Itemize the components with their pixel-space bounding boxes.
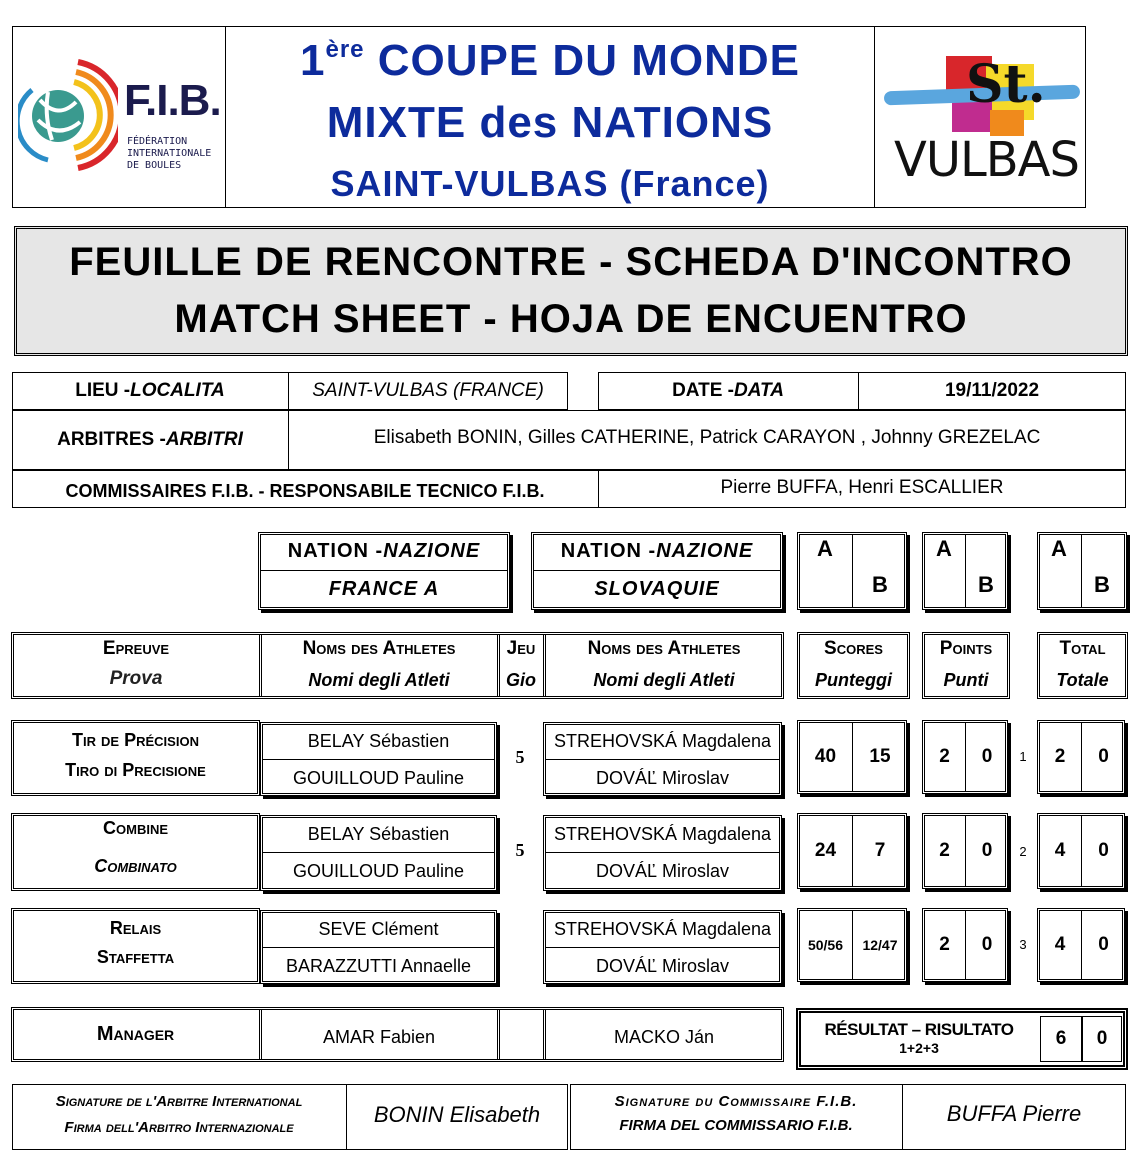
result-b: 0: [1096, 1028, 1108, 1049]
nation-a-label-fr: NATION -: [287, 539, 384, 562]
row1-scores-divider: [852, 722, 853, 792]
row3-athlete-b2: DOVÁĽ Miroslav: [595, 956, 730, 976]
manager-a: AMAR Fabien: [322, 1026, 436, 1047]
signature-commissaire-name: BUFFA Pierre: [946, 1101, 1082, 1126]
row2-total-divider: [1081, 815, 1082, 887]
row2-athlete-a2: GOUILLOUD Pauline: [292, 861, 465, 881]
date-value: 19/11/2022: [944, 380, 1040, 401]
signature-arbitre-label-fr: Signature de l'Arbitre International: [55, 1093, 303, 1110]
row2-total-a: 4: [1054, 840, 1066, 861]
arbitres-value: Elisabeth BONIN, Gilles CATHERINE, Patrick CARAYON , Johnny GREZELAC: [373, 427, 1041, 448]
ab-total-b: B: [1094, 572, 1110, 597]
row3-event-it: Staffetta: [96, 947, 175, 967]
manager-divider-2: [497, 1009, 500, 1060]
result-formula: 1+2+3: [899, 1040, 939, 1056]
row3-team-a-divider: [262, 947, 495, 948]
ab-points-b: B: [978, 572, 994, 597]
nation-b-label: [531, 534, 783, 568]
row2-athlete-a1: BELAY Sébastien: [307, 824, 450, 844]
row1-score-a: 40: [814, 746, 837, 767]
row1-athlete-a1: BELAY Sébastien: [307, 731, 450, 751]
row2-athlete-b2: DOVÁĽ Miroslav: [595, 861, 730, 881]
row1-number: 1: [1019, 748, 1027, 764]
signature-commissaire-label-fr: Signature du Commissaire F.I.B.: [614, 1093, 858, 1110]
col-punti: Punti: [943, 670, 989, 690]
col-total: Total: [1059, 638, 1106, 659]
row1-points-b: 0: [981, 746, 993, 767]
row2-event-fr: Combine: [103, 818, 168, 838]
fib-logo-name: F.I.B.: [124, 76, 221, 125]
ab-points-a: A: [936, 536, 952, 561]
logo-bottom-text: VULBAS: [894, 132, 1079, 188]
result-label: RÉSULTAT – RISULTATO: [824, 1020, 1014, 1039]
lieu-label-it: LOCALITA: [130, 380, 225, 401]
row1-score-b: 15: [869, 746, 891, 767]
row3-scores-divider: [852, 910, 853, 980]
nation-a-label-it: NAZIONE: [383, 539, 481, 562]
st-vulbas-logo: [882, 50, 1082, 190]
row3-points-divider: [965, 910, 966, 980]
row3-number: 3: [1019, 936, 1027, 952]
row2-total-b: 0: [1098, 840, 1109, 861]
lieu-label-fr: LIEU -: [75, 380, 131, 401]
col-totale: Totale: [1056, 670, 1109, 690]
ab-total-a: A: [1051, 536, 1067, 561]
ab-divider-total: [1081, 534, 1082, 608]
row2-athlete-b1: STREHOVSKÁ Magdalena: [553, 824, 772, 844]
nation-a-label: [258, 534, 510, 568]
manager-b: MACKO Ján: [613, 1026, 715, 1047]
nation-b-team: SLOVAQUIE: [594, 577, 720, 600]
signature-arbitre-label-it: Firma dell'Arbitro Internazionale: [64, 1119, 294, 1136]
event-title-line3: SAINT-VULBAS (France): [330, 163, 770, 204]
title-superscript: ère: [325, 36, 365, 63]
col-punteggi: Punteggi: [815, 670, 892, 690]
col-points: Points: [939, 638, 993, 659]
ab-divider-points: [965, 534, 966, 608]
date-label: [598, 372, 858, 410]
row2-score-b: 7: [874, 840, 886, 861]
ab-scores-a: A: [817, 536, 833, 561]
row2-event-it: Combinato: [94, 856, 177, 876]
col-epreuve: Epreuve: [102, 638, 170, 659]
col-noms-a: Noms des Athletes: [302, 638, 456, 659]
row2-jeu: 5: [515, 839, 525, 860]
arbitres-label-it: ARBITRI: [165, 429, 243, 450]
row1-jeu: 5: [515, 746, 525, 767]
row3-athlete-a1: SEVE Clément: [318, 919, 439, 939]
fib-logo: [18, 50, 221, 180]
col-prova: Prova: [109, 668, 163, 689]
title-number: 1: [299, 36, 326, 85]
row3-score-b: 12/47: [862, 937, 898, 953]
signature-commissaire-label-it: FIRMA DEL COMMISSARIO F.I.B.: [619, 1117, 853, 1134]
col-nomi-a: Nomi degli Atleti: [308, 670, 450, 690]
row3-athlete-b1: STREHOVSKÁ Magdalena: [553, 919, 772, 939]
row1-event-it: Tiro di Precisione: [65, 760, 206, 780]
event-title-line2: MIXTE des NATIONS: [326, 98, 774, 147]
row1-team-b-divider: [545, 759, 780, 760]
manager-label: Manager: [96, 1022, 175, 1045]
row2-score-a: 24: [814, 840, 837, 861]
row1-points-a: 2: [939, 746, 950, 767]
row1-team-a-divider: [262, 759, 495, 760]
row3-total-divider: [1081, 910, 1082, 980]
event-title-line1: [226, 36, 874, 86]
row3-points-a: 2: [939, 934, 950, 955]
col-noms-b: Noms des Athletes: [587, 638, 741, 659]
date-label-it: DATA: [733, 380, 784, 401]
row2-points-divider: [965, 815, 966, 887]
sheet-title-line2: MATCH SHEET - HOJA DE ENCUENTRO: [174, 297, 968, 341]
header-divider-right: [874, 26, 875, 208]
col-jeu: Jeu: [506, 638, 536, 659]
ab-scores-b: B: [872, 572, 888, 597]
row1-athlete-b1: STREHOVSKÁ Magdalena: [553, 731, 772, 751]
row3-total-a: 4: [1054, 934, 1066, 955]
row1-event-fr: Tir de Précision: [72, 730, 199, 750]
row3-total-b: 0: [1098, 934, 1109, 955]
col-gio: Gio: [506, 670, 536, 690]
nation-b-label-fr: NATION -: [560, 539, 657, 562]
row1-points-divider: [965, 722, 966, 792]
row1-total-b: 0: [1098, 746, 1109, 767]
row2-team-b-divider: [545, 852, 780, 853]
date-label-fr: DATE -: [672, 380, 734, 401]
commissaires-label: COMMISSAIRES F.I.B. - RESPONSABILE TECNICO F.I.B.: [65, 480, 545, 501]
nation-a-team: FRANCE A: [328, 577, 440, 600]
title-rest: COUPE DU MONDE: [364, 36, 800, 85]
row2-team-a-divider: [262, 852, 495, 853]
fib-logo-line3: DE BOULES: [127, 160, 182, 171]
row1-total-a: 2: [1054, 746, 1066, 767]
row1-athlete-a2: GOUILLOUD Pauline: [292, 768, 465, 788]
sheet-title-line1: FEUILLE DE RENCONTRE - SCHEDA D'INCONTRO: [69, 240, 1073, 284]
fib-logo-line1: FÉDÉRATION: [127, 136, 188, 147]
result-a: 6: [1055, 1028, 1067, 1049]
arbitres-label-fr: ARBITRES -: [57, 429, 166, 450]
row3-event-fr: Relais: [109, 918, 162, 938]
row1-athlete-b2: DOVÁĽ Miroslav: [595, 768, 730, 788]
row3-points-b: 0: [981, 934, 993, 955]
commissaires-value: Pierre BUFFA, Henri ESCALLIER: [720, 477, 1004, 498]
col-scores: Scores: [824, 638, 883, 659]
nation-b-label-it: NAZIONE: [656, 539, 754, 562]
row3-team-b-divider: [545, 947, 780, 948]
row3-jeu: [497, 910, 543, 980]
signature-arbitre-name: BONIN Elisabeth: [373, 1102, 541, 1127]
row1-total-divider: [1081, 722, 1082, 792]
arbitres-label: [12, 410, 288, 470]
fib-logo-line2: INTERNATIONALE: [127, 148, 212, 159]
col-nomi-b: Nomi degli Atleti: [593, 670, 735, 690]
lieu-value: SAINT-VULBAS (FRANCE): [312, 380, 544, 401]
row2-points-a: 2: [939, 840, 950, 861]
row2-scores-divider: [852, 815, 853, 887]
row2-points-b: 0: [981, 840, 993, 861]
row3-athlete-a2: BARAZZUTTI Annaelle: [285, 956, 472, 976]
row2-number: 2: [1019, 843, 1027, 859]
row3-score-a: 50/56: [807, 937, 844, 953]
logo-top-text: St.: [966, 54, 1046, 115]
lieu-label: [12, 372, 288, 410]
boules-emblem-icon: [18, 50, 118, 175]
ab-divider-scores: [852, 534, 853, 608]
